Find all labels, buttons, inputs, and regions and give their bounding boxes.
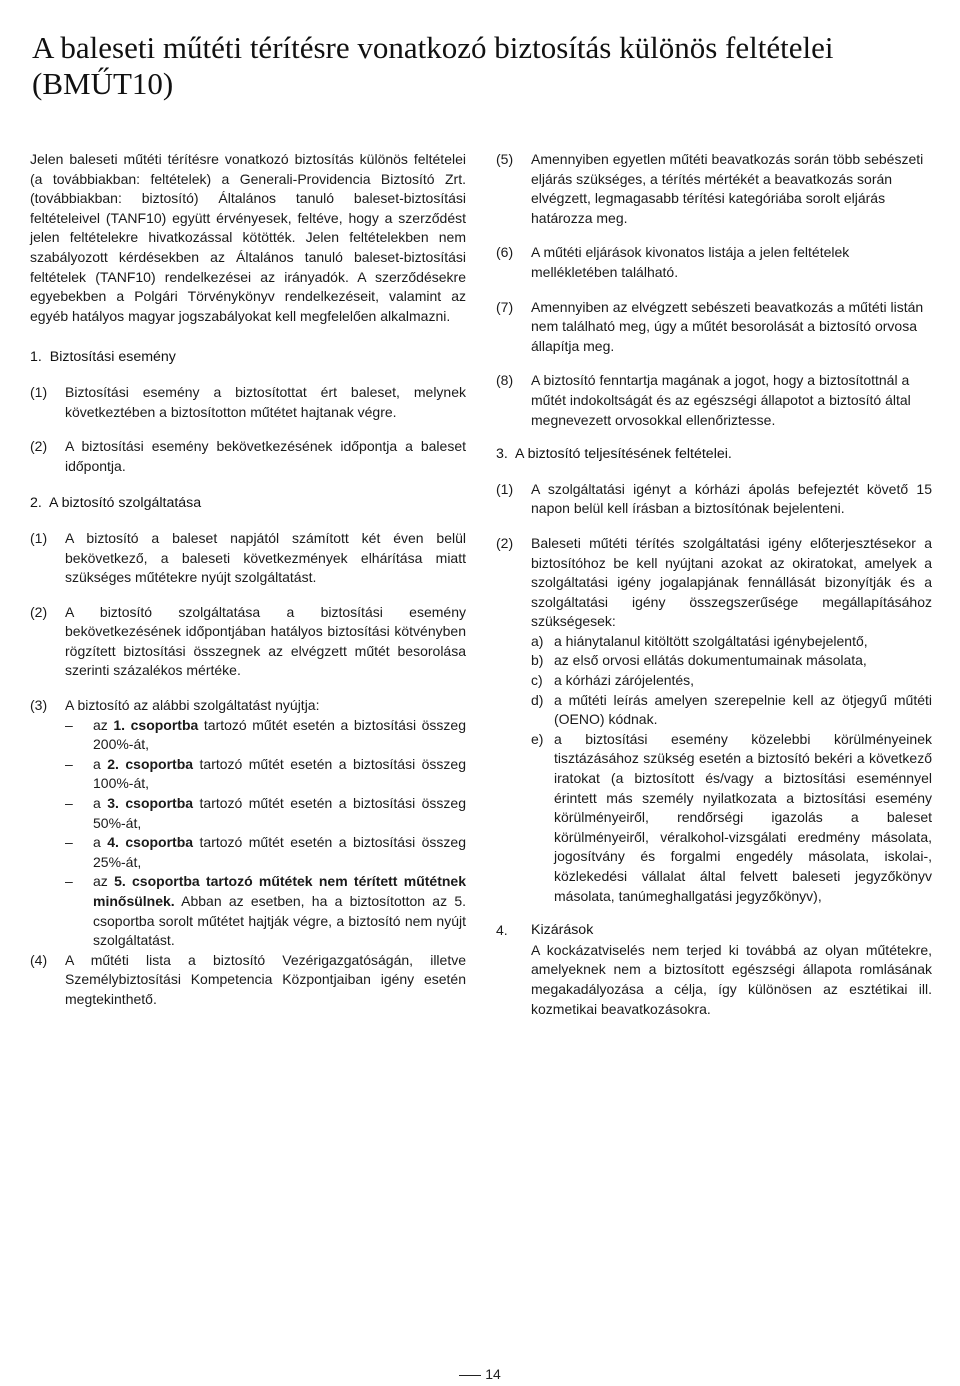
dash-list-item — [65, 833, 466, 872]
dash-bullet: – — [65, 716, 73, 733]
footer-rule — [459, 1375, 481, 1376]
item-body — [65, 696, 466, 951]
letter-text: a kórházi zárójelentés, — [554, 672, 695, 689]
letter-marker: b) — [531, 652, 544, 669]
section-title: A biztosító szolgáltatása — [48, 495, 202, 512]
letter-list-item — [531, 671, 932, 691]
dash-list-item — [65, 716, 466, 755]
list-item — [30, 437, 466, 476]
dash-list-item — [65, 755, 466, 794]
dash-list-item — [65, 872, 466, 950]
item-number: (8) — [496, 372, 514, 389]
item-text: A biztosító az alábbi szolgáltatást nyújtja: — [65, 697, 320, 714]
list-item — [496, 480, 932, 519]
letter-marker: d) — [531, 691, 544, 708]
section-title: Biztosítási esemény — [49, 349, 176, 366]
letter-marker: e) — [531, 730, 544, 747]
section-number: 4. — [496, 922, 508, 939]
dash-bullet: – — [65, 873, 73, 890]
item-number: (2) — [30, 603, 48, 620]
page-number: 14 — [485, 1366, 501, 1382]
section-4 — [496, 921, 932, 1019]
item-number: (3) — [30, 697, 48, 714]
list-item — [30, 696, 466, 951]
item-number: (2) — [496, 534, 514, 551]
letter-text: a biztosítási esemény közelebbi körülményeinek tisztázásához szükség esetén a biztosító bekéri a következő iratokat (a biztosított és/vagy a biztosítási eseménnyel érintett más személy nyilatkozata a biztosítási esemény körülményeiről, rendőrségi igazolás a baleset körülményeiről, véralkohol-vizsgálati eredmény másolata, jogosítvány és forgalmi engedély másolata, iskolai-, közlekedési vállalat által felvett baleseti jegyzőkönyv másolata, tanúmeghallgatási jegyzőkönyv), — [554, 730, 932, 904]
letter-list-item — [531, 691, 932, 730]
item-number: (5) — [496, 151, 514, 167]
item-number: (7) — [496, 298, 514, 315]
item-text: A biztosító fenntartja magának a jogot, hogy a biztosítottnál a műtét indokoltságát és az egészségi állapotot a biztosító által megnevezett orvosokkal ellenőriztesse. — [531, 372, 911, 428]
list-item — [30, 951, 466, 1010]
page-title: A baleseti műtéti térítésre vonatkozó biztosítás különös feltételei (BMŰT10) — [32, 30, 834, 101]
list-item — [30, 529, 466, 588]
page-footer — [0, 1366, 960, 1382]
dash-list-item — [65, 794, 466, 833]
item-number: (2) — [30, 438, 48, 455]
list-item — [496, 534, 932, 906]
section-title: A biztosító teljesítésének feltételei. — [514, 446, 732, 463]
item-text: A biztosítási esemény bekövetkezésének időpontja a baleset időpontja. — [65, 438, 466, 474]
list-item — [496, 371, 932, 430]
item-text: A biztosító a baleset napjától számított két éven belül bekövetkező, a baleseti következmények elhárítása miatt szükséges műtétekre nyújt szolgáltatást. — [65, 529, 466, 586]
item-number: (1) — [30, 529, 48, 546]
section-number: 2. — [30, 495, 42, 512]
item-text: Amennyiben egyetlen műtéti beavatkozás során több sebészeti eljárás szükséges, a térítés mértékét a beavatkozás során elvégzett, legmagasabb térítési kategóriába sorolt eljárás határozza meg. — [531, 151, 924, 226]
dash-text: az 1. csoportba tartozó műtét esetén a biztosítási összeg 200%-át, — [93, 716, 467, 753]
letter-marker: c) — [531, 672, 543, 689]
left-column — [30, 150, 466, 1010]
item-body — [531, 534, 932, 906]
item-text: A műtéti lista a biztosító Vezérigazgatóságán, illetve Személybiztosítási Kompetencia Központjaiban igény esetén megtekinthető. — [65, 951, 466, 1007]
intro-paragraph: Jelen baleseti műtéti térítésre vonatkozó biztosítás különös feltételei (a továbbiakban: feltételek) a Generali-Providencia Biztosító Zrt. (továbbiakban: biztosító) Általános tanuló baleset-biztosítási feltételeivel (TANF10) együtt érvényesek, feltéve, hogy a szerződést jelen feltételekre hivatkozással kötötték. Jelen feltételekben nem szabályozott kérdésekben az Általános tanuló baleset-biztosítási feltételek (TANF10) rendelkezései az irányadók. A szerződésekre egyebekben a Polgári Törvénykönyv rendelkezéseit, valamint az egyéb hatályos magyar jogszabályokat kell megfelelően alkalmazni. — [30, 151, 466, 324]
list-item — [30, 383, 466, 422]
list-item — [496, 150, 932, 228]
item-text: A műtéti eljárások kivonatos listája a jelen feltételek mellékletében található. — [531, 244, 850, 280]
letter-list-item — [531, 730, 932, 906]
list-item — [496, 298, 932, 357]
item-text: Amennyiben az elvégzett sebészeti beavatkozás a műtéti listán nem található meg, úgy a műtét besorolását a biztosító orvosa állapítja meg. — [531, 298, 924, 354]
item-text: Baleseti műtéti térítés szolgáltatási igény előterjesztésekor a biztosítóhoz be kell nyújtani azokat az okiratokat, amelyek a szolgáltatási igény jogalapjának fennállását bizonyítják és a szolgáltatási igény összegszerűsége megállapításához szükségesek: — [531, 534, 932, 630]
item-number: (1) — [30, 383, 48, 400]
letter-list-item — [531, 632, 932, 652]
letter-list-item — [531, 651, 932, 671]
dash-text: a 2. csoportba tartozó műtét esetén a biztosítási összeg 100%-át, — [93, 755, 467, 792]
item-number: (1) — [496, 480, 514, 497]
section-4-text: A kockázatviselés nem terjed ki továbbá az olyan műtétekre, amelyeknek nem a biztosított egészségi állapota romlásának megakadályozása a célja, így különösen az esztétikai ill. kozmetikai beavatkozásokra. — [531, 941, 932, 1017]
letter-text: a hiánytalanul kitöltött szolgáltatási igénybejelentő, — [554, 632, 868, 649]
dash-text: a 3. csoportba tartozó műtét esetén a biztosítási összeg 50%-át, — [93, 795, 467, 831]
item-text: A biztosító szolgáltatása a biztosítási esemény bekövetkezésének időpontjában hatályos biztosítási kötvényben rögzített biztosítási összegnek az elvégzett műtét besorolása szerinti százalékos mértéke. — [65, 603, 466, 679]
section-4-body — [531, 921, 932, 1019]
section-number: 1. — [30, 349, 42, 366]
list-item — [496, 243, 932, 282]
letter-text: a műtéti leírás amelyen szerepelnie kell az ötjegyű műtéti (OENO) kódnak. — [554, 691, 932, 728]
section-number: 3. — [496, 446, 508, 463]
dash-text: a 4. csoportba tartozó műtét esetén a biztosítási összeg 25%-át, — [93, 834, 467, 870]
item-text: Biztosítási esemény a biztosítottat ért baleset, melynek következtében a biztosítotton műtétet hajtanak végre. — [65, 383, 466, 420]
dash-bullet: – — [65, 755, 73, 772]
section-2-heading — [30, 494, 466, 514]
section-1-heading — [30, 348, 466, 368]
letter-marker: a) — [531, 632, 544, 649]
section-3-heading — [496, 445, 932, 465]
letter-text: az első orvosi ellátás dokumentumainak másolata, — [554, 652, 867, 669]
dash-bullet: – — [65, 834, 73, 851]
list-item — [30, 603, 466, 681]
item-number: (4) — [30, 951, 48, 968]
item-number: (6) — [496, 244, 514, 261]
dash-text: az 5. csoportba tartozó műtétek nem térített műtétnek minősülnek. Abban az esetben, ha a biztosítotton az 5. csoportba sorolt műtétet hajtják végre, a biztosító nem nyújt szolgáltatást. — [93, 873, 466, 949]
section-title: Kizárások — [531, 922, 594, 939]
dash-bullet: – — [65, 795, 73, 812]
item-text: A szolgáltatási igényt a kórházi ápolás befejeztét követő 15 napon belül kell írásban a biztosítónak bejelenteni. — [531, 480, 932, 517]
right-column — [496, 150, 932, 1019]
